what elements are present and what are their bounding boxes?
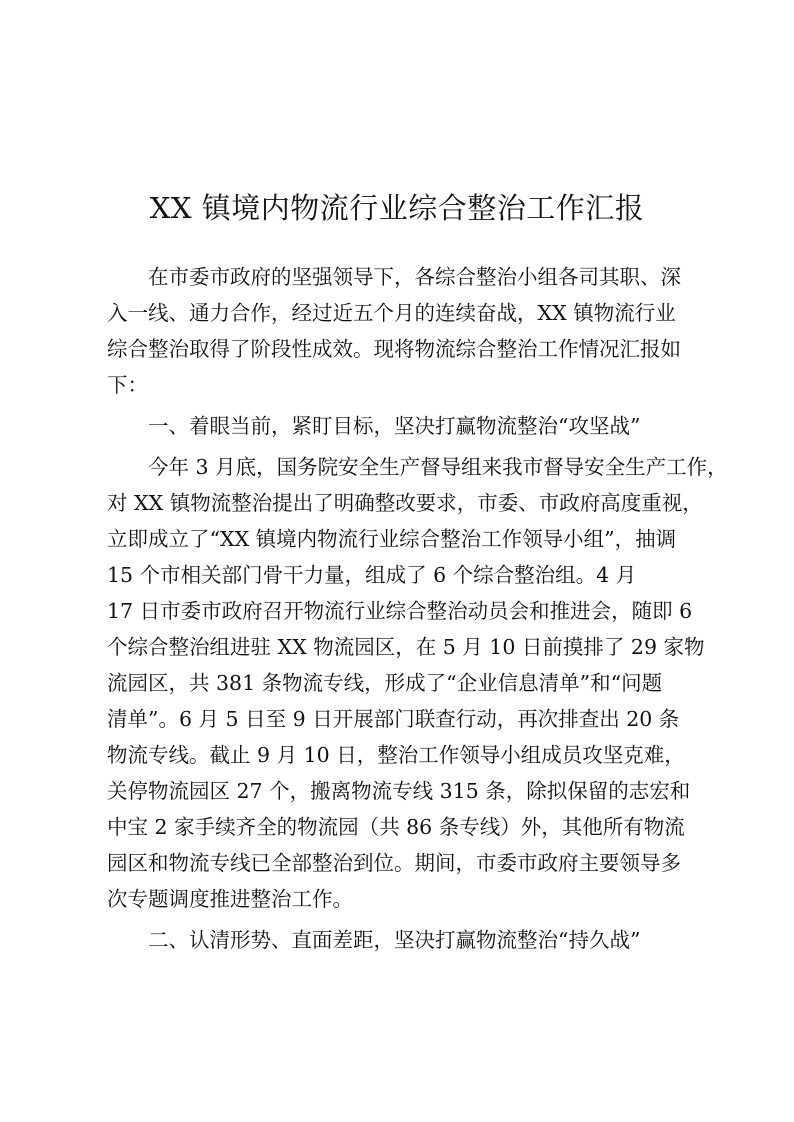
paragraph-line: 对 XX 镇物流整治提出了明确整改要求，市委、市政府高度重视， [107, 491, 703, 515]
paragraph-line: 今年 3 月底，国务院安全生产督导组来我市督导安全生产工作， [148, 455, 728, 479]
paragraph-line: 中宝 2 家手续齐全的物流园（共 86 条专线）外，其他所有物流 [107, 815, 685, 839]
paragraph-line: 立即成立了“XX 镇境内物流行业综合整治工作领导小组”，抽调 [107, 527, 677, 551]
paragraph-line: 次专题调度推进整治工作。 [107, 887, 353, 911]
paragraph-line: 17 日市委市政府召开物流行业综合整治动员会和推进会，随即 6 [107, 599, 693, 623]
paragraph-line: 在市委市政府的坚强领导下，各综合整治小组各司其职、深 [148, 265, 681, 289]
section-heading: 一、着眼当前，紧盯目标，坚决打赢物流整治“攻坚战” [148, 414, 641, 438]
paragraph-line: 个综合整治组进驻 XX 物流园区，在 5 月 10 日前摸排了 29 家物 [107, 635, 705, 659]
section-heading: 二、认清形势、直面差距，坚决打赢物流整治“持久战” [148, 928, 641, 952]
paragraph-line: 综合整治取得了阶段性成效。现将物流综合整治工作情况汇报如 [107, 337, 681, 361]
paragraph-line: 园区和物流专线已全部整治到位。期间，市委市政府主要领导多 [107, 851, 681, 875]
paragraph-line: 物流专线。截止 9 月 10 日，整治工作领导小组成员攻坚克难， [107, 743, 685, 767]
paragraph-line: 清单”。6 月 5 日至 9 日开展部门联查行动，再次排查出 20 条 [107, 707, 680, 731]
paragraph-line: 下： [107, 373, 148, 397]
paragraph-line: 15 个市相关部门骨干力量，组成了 6 个综合整治组。4 月 [107, 563, 637, 587]
paragraph-line: 流园区，共 381 条物流专线，形成了“企业信息清单”和“问题 [107, 671, 663, 695]
document-title: XX 镇境内物流行业综合整治工作汇报 [149, 191, 645, 225]
paragraph-line: 入一线、通力合作，经过近五个月的连续奋战，XX 镇物流行业 [107, 301, 676, 325]
paragraph-line: 关停物流园区 27 个，搬离物流专线 315 条，除拟保留的志宏和 [107, 779, 691, 803]
